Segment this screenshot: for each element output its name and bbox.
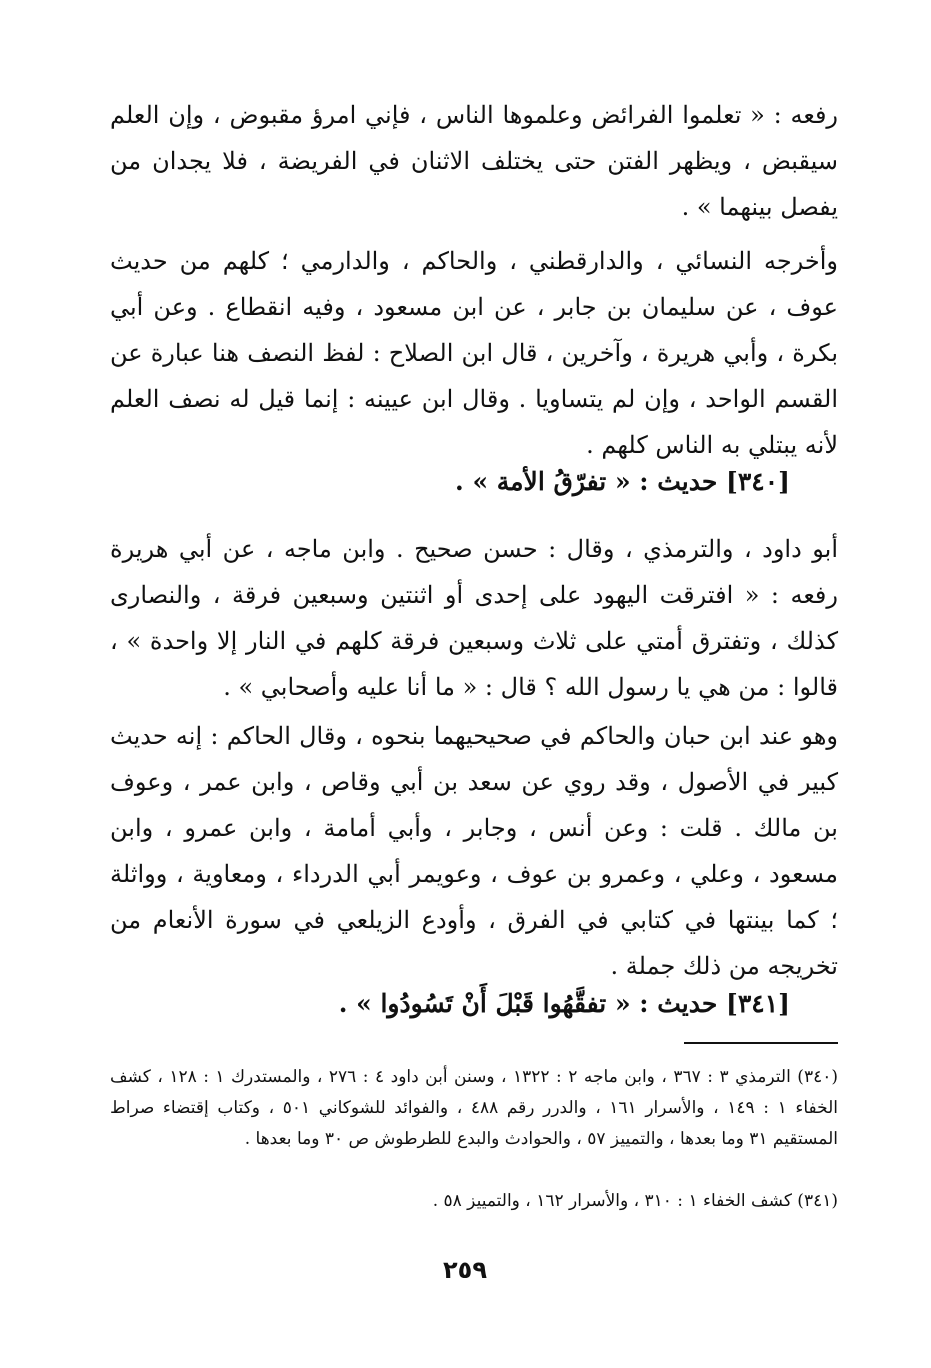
paragraph-text: أبو داود ، والترمذي ، وقال : حسن صحيح . وابن ماجه ، عن أبي هريرة رفعه : « افترقت اليهود على إحدى أو اثنتين وسبعين فرقة ، والنصارى كذلك ، وتفترق أمتي على ثلاث وسبعين فرقة كلهم في النار إلا واحدة » ، قالوا : من هي يا رسول الله ؟ قال : « ما أنا عليه وأصحابي » .: [110, 535, 839, 701]
paragraph-2: [110, 238, 838, 468]
hadith-heading-341: [110, 984, 790, 1024]
footnote-340: [110, 1062, 838, 1155]
footnote-text: (٣٤٠) الترمذي ٣ : ٣٦٧ ، وابن ماجه ٢ : ١٣٢٢ ، وسنن أبن داود ٤ : ٢٧٦ ، والمستدرك ١ : ١٢٨ ، كشف الخفاء ١ : ١٤٩ ، والأسرار ١٦١ ، والدرر رقم ٤٨٨ ، والفوائد للشوكاني ٥٠١ ، وكتاب إقتضاء صراط المستقيم ٣١ وما بعدها ، والتمييز ٥٧ ، والحوادث والبدع للطرطوش ص ٣٠ وما بعدها .: [110, 1067, 838, 1149]
footnote-text: (٣٤١) كشف الخفاء ١ : ٣١٠ ، والأسرار ١٦٢ ، والتمييز ٥٨ .: [432, 1191, 838, 1211]
hadith-title: « تفرّقُ الأمة » .: [455, 467, 631, 496]
hadith-title: « تفقَّهُوا قَبْلَ أَنْ تَسُودُوا » .: [338, 989, 631, 1018]
heading-prefix: [٣٤١] حديث :: [630, 989, 790, 1018]
footnote-341: [110, 1186, 838, 1217]
paragraph-3: [110, 526, 838, 710]
paragraph-text: رفعه : « تعلموا الفرائض وعلموها الناس ، فإني امرؤ مقبوض ، وإن العلم سيقبض ، ويظهر الفتن حتى يختلف الاثنان في الفريضة ، فلا يجدان من يفصل بينهما » .: [110, 101, 838, 221]
paragraph-text: وأخرجه النسائي ، والدارقطني ، والحاكم ، والدارمي ؛ كلهم من حديث عوف ، عن سليمان بن جابر ، عن ابن مسعود ، وفيه انقطاع . وعن أبي بكرة ، وأبي هريرة ، وآخرين ، قال ابن الصلاح : لفظ النصف هنا عبارة عن القسم الواحد ، وإن لم يتساويا . وقال ابن عيينه : إنما قيل له نصف العلم لأنه يبتلي به الناس كلهم .: [110, 247, 839, 459]
paragraph-text: وهو عند ابن حبان والحاكم في صحيحيهما بنحوه ، وقال الحاكم : إنه حديث كبير في الأصول ، وقد روي عن سعد بن أبي وقاص ، وابن عمر ، وعوف بن مالك . قلت : وعن أنس ، وجابر ، وأبي أمامة ، وابن عمرو ، وابن مسعود ، وعلي ، وعمرو بن عوف ، وعويمر أبي الدرداء ، ومعاوية ، وواثلة ؛ كما بينتها في كتابي في الفرق ، وأودع الزيلعي في سورة الأنعام من تخريجه من ذلك جملة .: [110, 722, 839, 980]
hadith-heading-340: [110, 462, 790, 502]
paragraph-4: [110, 713, 838, 989]
paragraph-1: [110, 92, 838, 230]
footnote-separator: [684, 1042, 838, 1044]
heading-prefix: [٣٤٠] حديث :: [630, 467, 790, 496]
page-number: ٢٥٩: [443, 1256, 487, 1284]
